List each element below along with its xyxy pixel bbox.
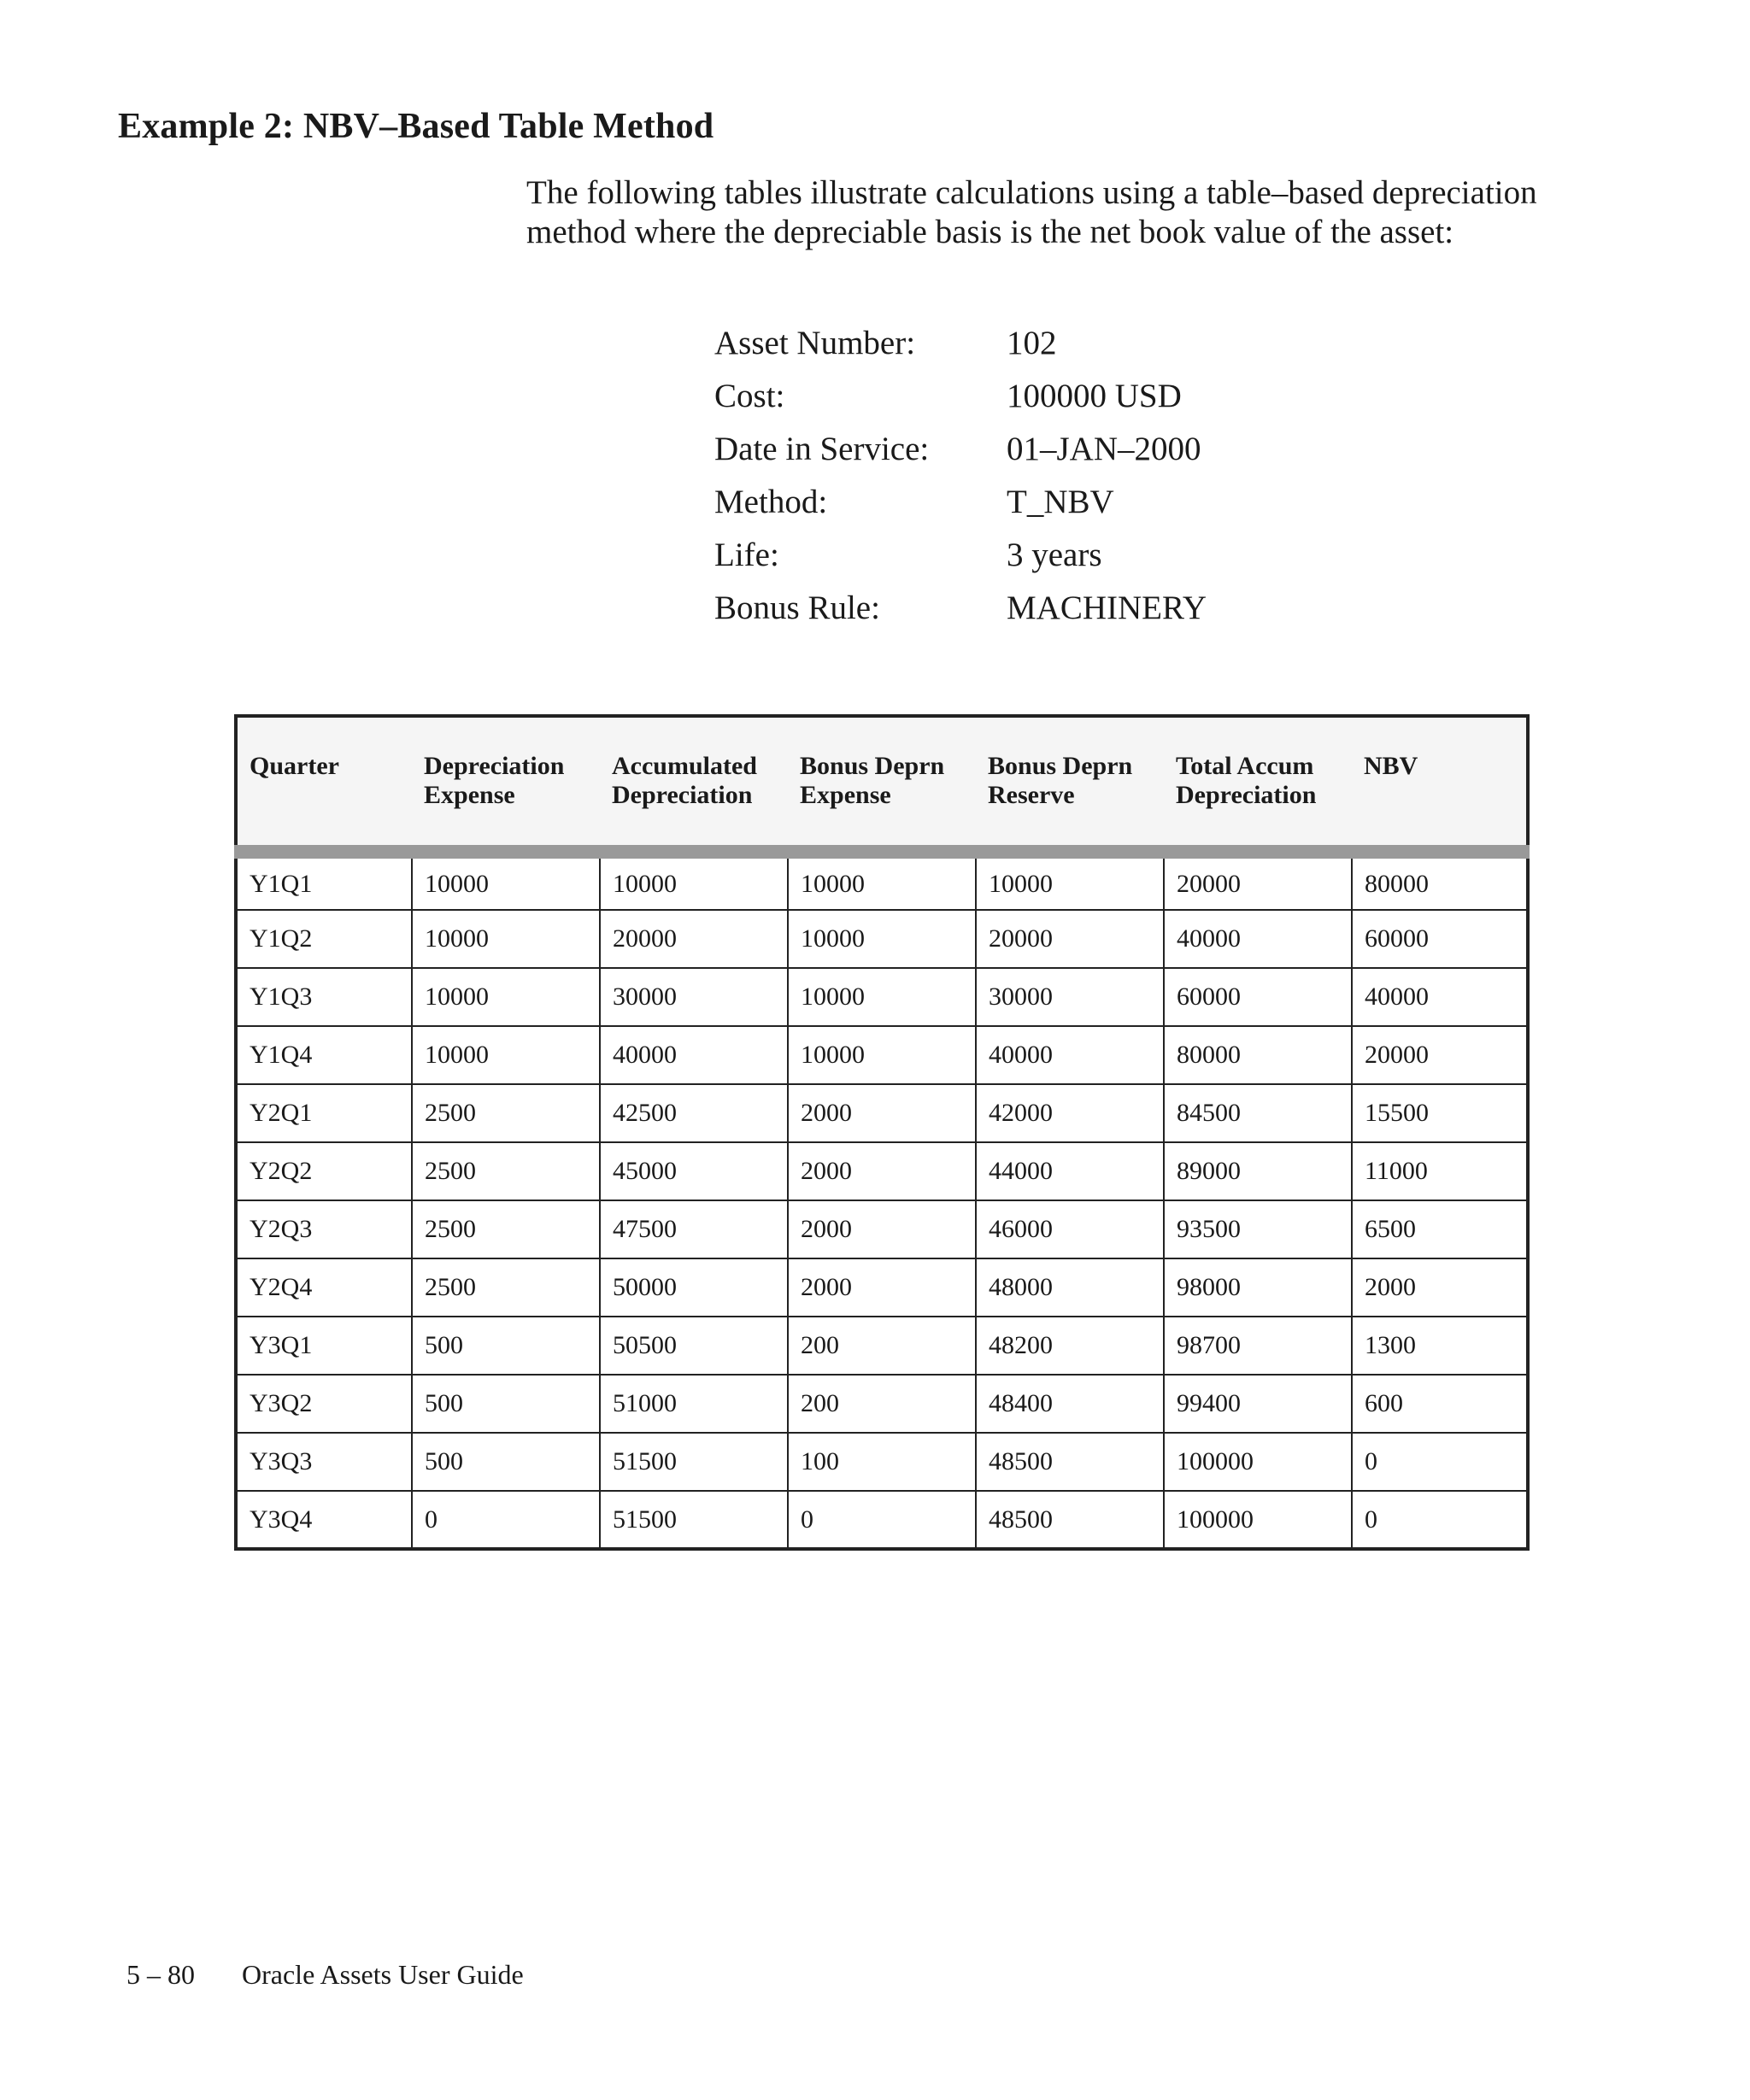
table-cell: 48500	[976, 1491, 1164, 1549]
table-cell: 48500	[976, 1433, 1164, 1491]
column-header-line: Accumulated	[612, 752, 757, 780]
table-row	[236, 1375, 1528, 1433]
table-row	[236, 1258, 1528, 1317]
table-cell: 60000	[1164, 968, 1352, 1026]
table-cell: 2000	[788, 1258, 976, 1317]
table-cell: Y1Q1	[236, 852, 412, 910]
table-cell: Y2Q4	[236, 1258, 412, 1317]
table-cell: 51000	[600, 1375, 788, 1433]
table-cell: 2000	[788, 1142, 976, 1200]
page-number: 5 – 80	[126, 1959, 195, 1990]
table-row	[236, 910, 1528, 968]
table-cell: 11000	[1352, 1142, 1528, 1200]
table-row	[236, 1433, 1528, 1491]
table-cell: 10000	[412, 1026, 600, 1084]
table-cell: 50000	[600, 1258, 788, 1317]
table-cell: 10000	[788, 968, 976, 1026]
table-cell: 99400	[1164, 1375, 1352, 1433]
table-cell: 10000	[788, 910, 976, 968]
table-cell: 20000	[1352, 1026, 1528, 1084]
table-row	[236, 1200, 1528, 1258]
table-cell: 100000	[1164, 1491, 1352, 1549]
table-cell: 48200	[976, 1317, 1164, 1375]
table-row	[236, 1142, 1528, 1200]
intro-paragraph: The following tables illustrate calculations using a table–based depreciation method where the depreciable basis is the net book value of the asset:	[526, 174, 1537, 250]
table-row	[236, 968, 1528, 1026]
column-header-line: Depreciation	[1176, 781, 1317, 809]
table-cell: Y1Q3	[236, 968, 412, 1026]
detail-value: 100000 USD	[1007, 377, 1182, 414]
table-cell: 51500	[600, 1433, 788, 1491]
table-cell: 15500	[1352, 1084, 1528, 1142]
table-cell: 600	[1352, 1375, 1528, 1433]
table-cell: 200	[788, 1317, 976, 1375]
table-cell: 10000	[600, 852, 788, 910]
table-cell: Y1Q2	[236, 910, 412, 968]
table-cell: 45000	[600, 1142, 788, 1200]
table-cell: 10000	[412, 910, 600, 968]
table-cell: 50500	[600, 1317, 788, 1375]
table-cell: 10000	[788, 1026, 976, 1084]
table-cell: 80000	[1352, 852, 1528, 910]
asset-detail-row	[714, 316, 1207, 369]
table-cell: 93500	[1164, 1200, 1352, 1258]
table-cell: 10000	[788, 852, 976, 910]
column-header-line: Bonus Deprn	[988, 752, 1133, 780]
table-cell: 2500	[412, 1200, 600, 1258]
table-row	[236, 852, 1528, 910]
column-header	[788, 716, 976, 852]
column-header-line: Bonus Deprn	[800, 752, 945, 780]
column-header	[1164, 716, 1352, 852]
table-cell: 48000	[976, 1258, 1164, 1317]
detail-label: Life:	[714, 536, 779, 573]
detail-label: Asset Number:	[714, 324, 916, 361]
asset-detail-row	[714, 528, 1207, 581]
table-cell: 80000	[1164, 1026, 1352, 1084]
detail-label: Cost:	[714, 377, 785, 414]
table-row	[236, 1026, 1528, 1084]
asset-detail-row	[714, 369, 1207, 422]
table-cell: 100	[788, 1433, 976, 1491]
table-cell: 46000	[976, 1200, 1164, 1258]
table-cell: 40000	[1352, 968, 1528, 1026]
table-row	[236, 1317, 1528, 1375]
table-cell: 40000	[1164, 910, 1352, 968]
section-heading: Example 2: NBV–Based Table Method	[118, 107, 714, 146]
column-header-line: Expense	[800, 781, 891, 809]
table-cell: 0	[1352, 1491, 1528, 1549]
table-cell: 20000	[976, 910, 1164, 968]
detail-value: 102	[1007, 324, 1057, 361]
table-cell: 2000	[788, 1084, 976, 1142]
table-cell: 89000	[1164, 1142, 1352, 1200]
asset-detail-row	[714, 475, 1207, 528]
table-cell: 6500	[1352, 1200, 1528, 1258]
table-cell: 40000	[976, 1026, 1164, 1084]
detail-value: MACHINERY	[1007, 589, 1207, 626]
column-header-line: Total Accum	[1176, 752, 1314, 780]
column-header	[412, 716, 600, 852]
table-cell: Y3Q4	[236, 1491, 412, 1549]
asset-detail-row	[714, 422, 1207, 475]
table-cell: 98000	[1164, 1258, 1352, 1317]
table-cell: Y3Q1	[236, 1317, 412, 1375]
detail-label: Date in Service:	[714, 430, 930, 467]
column-header-line: Depreciation	[612, 781, 753, 809]
table-cell: 2500	[412, 1142, 600, 1200]
table-cell: Y3Q3	[236, 1433, 412, 1491]
column-header-line: NBV	[1364, 752, 1418, 780]
depreciation-table	[234, 714, 1530, 1551]
column-header	[600, 716, 788, 852]
table-cell: 2000	[788, 1200, 976, 1258]
table-cell: 10000	[412, 968, 600, 1026]
detail-label: Bonus Rule:	[714, 589, 880, 626]
table-cell: 10000	[976, 852, 1164, 910]
table-row	[236, 1084, 1528, 1142]
detail-value: 3 years	[1007, 536, 1102, 573]
column-header-line: Reserve	[988, 781, 1075, 809]
book-title: Oracle Assets User Guide	[242, 1959, 524, 1990]
table-cell: 10000	[412, 852, 600, 910]
table-row	[236, 1491, 1528, 1549]
table-header-row	[236, 716, 1528, 852]
table-cell: 2000	[1352, 1258, 1528, 1317]
table-cell: Y1Q4	[236, 1026, 412, 1084]
table-cell: 20000	[1164, 852, 1352, 910]
table-cell: 40000	[600, 1026, 788, 1084]
table-cell: Y2Q3	[236, 1200, 412, 1258]
table-cell: 30000	[600, 968, 788, 1026]
table-cell: 100000	[1164, 1433, 1352, 1491]
detail-label: Method:	[714, 483, 828, 520]
table-cell: 500	[412, 1433, 600, 1491]
table-cell: 47500	[600, 1200, 788, 1258]
table-cell: 500	[412, 1317, 600, 1375]
table-cell: 0	[788, 1491, 976, 1549]
table-cell: 98700	[1164, 1317, 1352, 1375]
column-header	[1352, 716, 1528, 852]
table-cell: 42500	[600, 1084, 788, 1142]
column-header	[236, 716, 412, 852]
table-cell: 20000	[600, 910, 788, 968]
page-footer	[126, 1959, 524, 1991]
table-cell: 500	[412, 1375, 600, 1433]
table-cell: 2500	[412, 1084, 600, 1142]
table-cell: 0	[1352, 1433, 1528, 1491]
table-cell: 42000	[976, 1084, 1164, 1142]
table-cell: 30000	[976, 968, 1164, 1026]
table-cell: 200	[788, 1375, 976, 1433]
asset-detail-row	[714, 581, 1207, 634]
column-header-line: Quarter	[250, 752, 339, 780]
column-header	[976, 716, 1164, 852]
table-cell: 2500	[412, 1258, 600, 1317]
detail-value: 01–JAN–2000	[1007, 430, 1201, 467]
table-cell: 0	[412, 1491, 600, 1549]
table-cell: Y2Q2	[236, 1142, 412, 1200]
table-cell: 51500	[600, 1491, 788, 1549]
table-cell: 60000	[1352, 910, 1528, 968]
table-cell: Y2Q1	[236, 1084, 412, 1142]
table-cell: 1300	[1352, 1317, 1528, 1375]
table-cell: 48400	[976, 1375, 1164, 1433]
asset-details-list	[714, 316, 1207, 634]
table-cell: Y3Q2	[236, 1375, 412, 1433]
detail-value: T_NBV	[1007, 483, 1114, 520]
column-header-line: Expense	[424, 781, 515, 809]
column-header-line: Depreciation	[424, 752, 565, 780]
table-cell: 84500	[1164, 1084, 1352, 1142]
table-cell: 44000	[976, 1142, 1164, 1200]
